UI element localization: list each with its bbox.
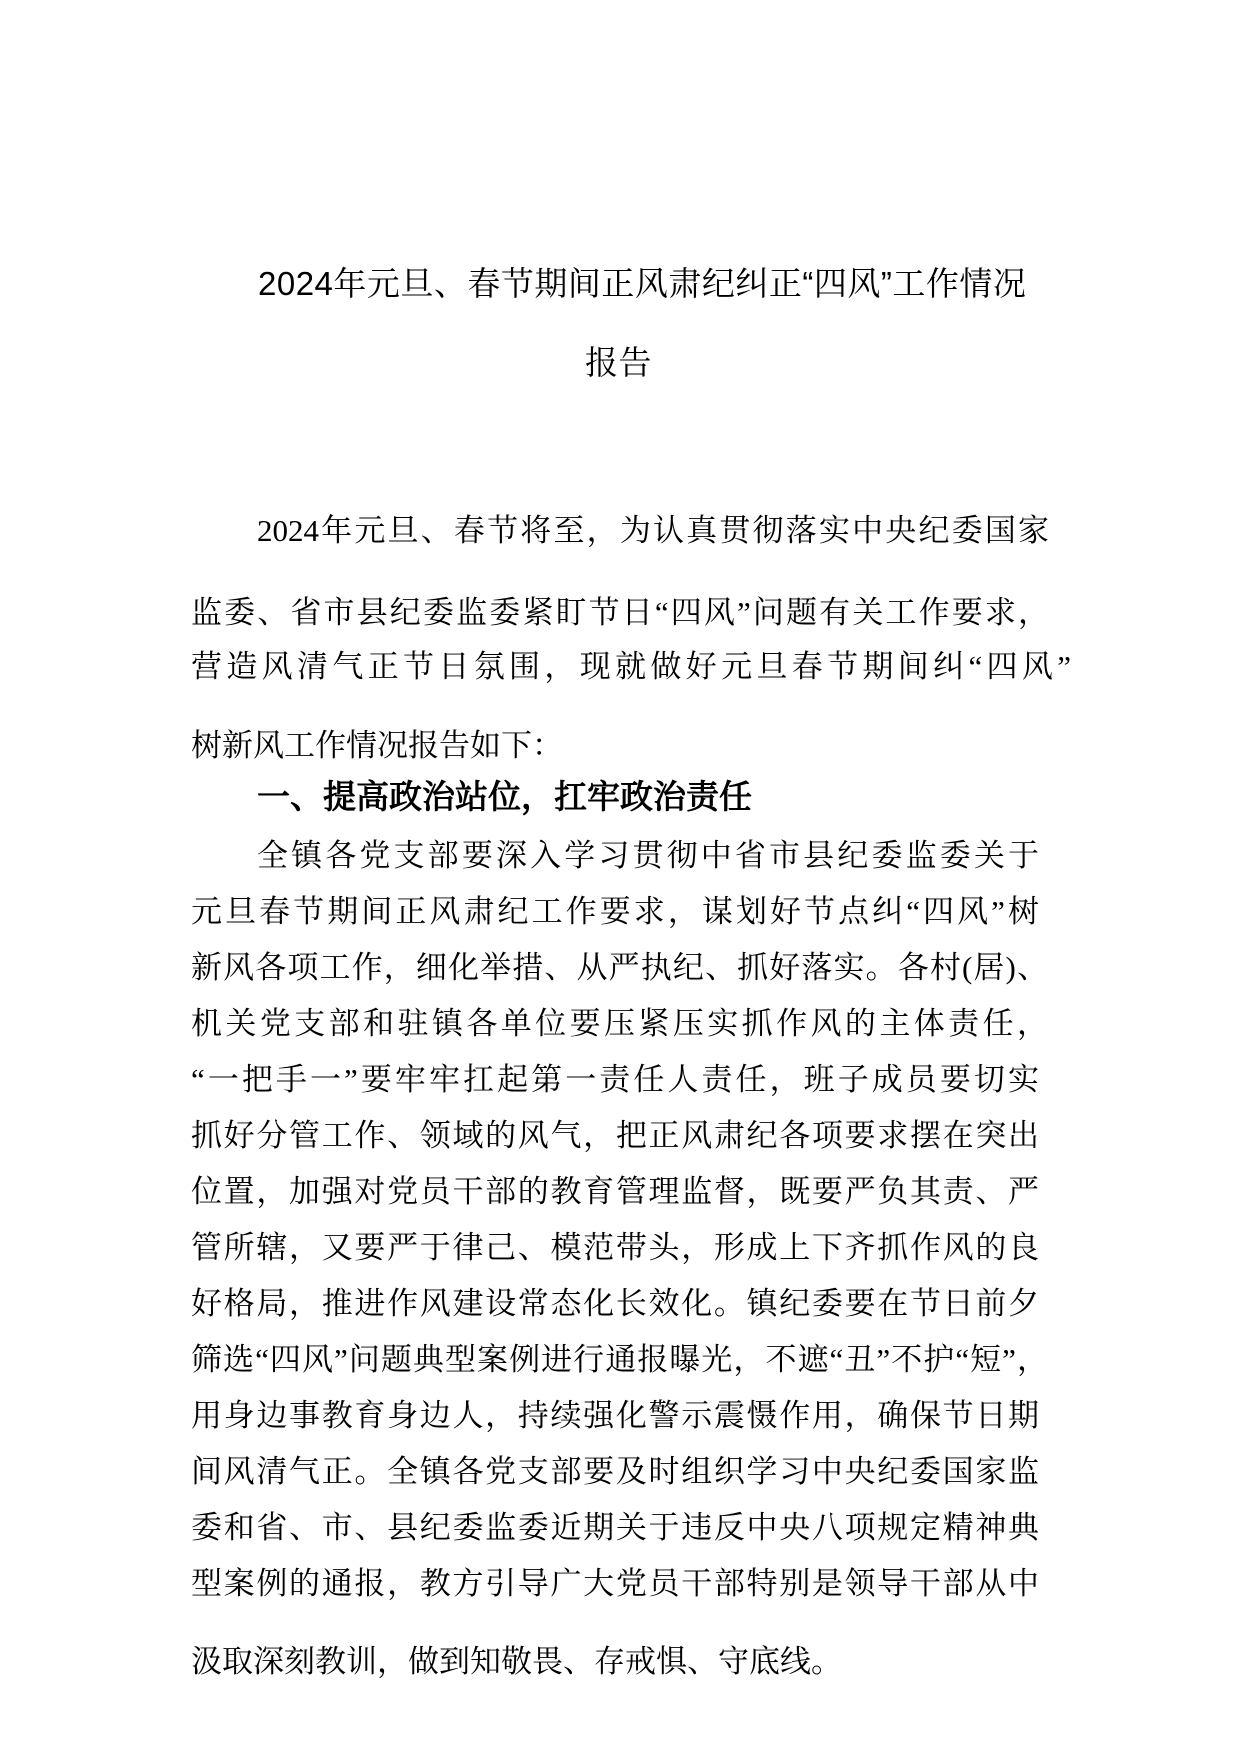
section-1-line-2: 元旦春节期间正风肃纪工作要求，谋划好节点纠“四风”树 xyxy=(191,894,1039,929)
section-1-line-4: 机关党支部和驻镇各单位要压紧压实抓作风的主体责任， xyxy=(191,1006,1048,1041)
section-1-heading: 一、提高政治站位，扛牢政治责任 xyxy=(257,778,752,815)
section-1-line-9: 好格局，推进作风建设常态化长效化。镇纪委要在节日前夕 xyxy=(191,1286,1039,1321)
section-1-line-5: “一把手一”要牢牢扛起第一责任人责任，班子成员要切实 xyxy=(191,1062,1039,1097)
intro-line-4: 树新风工作情况报告如下： xyxy=(191,728,563,763)
section-1-line-10: 筛选“四风”问题典型案例进行通报曝光，不遮“丑”不护“短”， xyxy=(191,1342,1048,1377)
document-title-line-1: 2024年元旦、春节期间正风肃纪纠正“四风”工作情况 xyxy=(258,265,1027,302)
section-1-line-6: 抓好分管工作、领域的风气，把正风肃纪各项要求摆在突出 xyxy=(191,1118,1039,1153)
section-1-line-14: 型案例的通报，教方引导广大党员干部特别是领导干部从中 xyxy=(191,1566,1039,1601)
intro-line-2: 监委、省市县纪委监委紧盯节日“四风”问题有关工作要求， xyxy=(191,595,1049,630)
section-1-line-7: 位置，加强对党员干部的教育管理监督，既要严负其责、严 xyxy=(191,1174,1039,1209)
section-1-line-13: 委和省、市、县纪委监委近期关于违反中央八项规定精神典 xyxy=(191,1510,1039,1545)
section-1-line-15: 汲取深刻教训，做到知敬畏、存戒惧、守底线。 xyxy=(191,1644,842,1679)
section-1-line-11: 用身边事教育身边人，持续强化警示震慑作用，确保节日期 xyxy=(191,1398,1039,1433)
document-title-line-2: 报告 xyxy=(585,344,652,381)
intro-line-3: 营造风清气正节日氛围，现就做好元旦春节期间纠“四风” xyxy=(191,649,1071,684)
intro-line-1: 2024年元旦、春节将至，为认真贯彻落实中央纪委国家 xyxy=(257,513,1049,548)
section-1-line-3: 新风各项工作，细化举措、从严执纪、抓好落实。各村(居)、 xyxy=(191,950,1048,985)
section-1-line-1: 全镇各党支部要深入学习贯彻中省市县纪委监委关于 xyxy=(257,838,1039,873)
section-1-line-12: 间风清气正。全镇各党支部要及时组织学习中央纪委国家监 xyxy=(191,1454,1039,1489)
section-1-line-8: 管所辖，又要严于律己、模范带头，形成上下齐抓作风的良 xyxy=(191,1230,1039,1265)
